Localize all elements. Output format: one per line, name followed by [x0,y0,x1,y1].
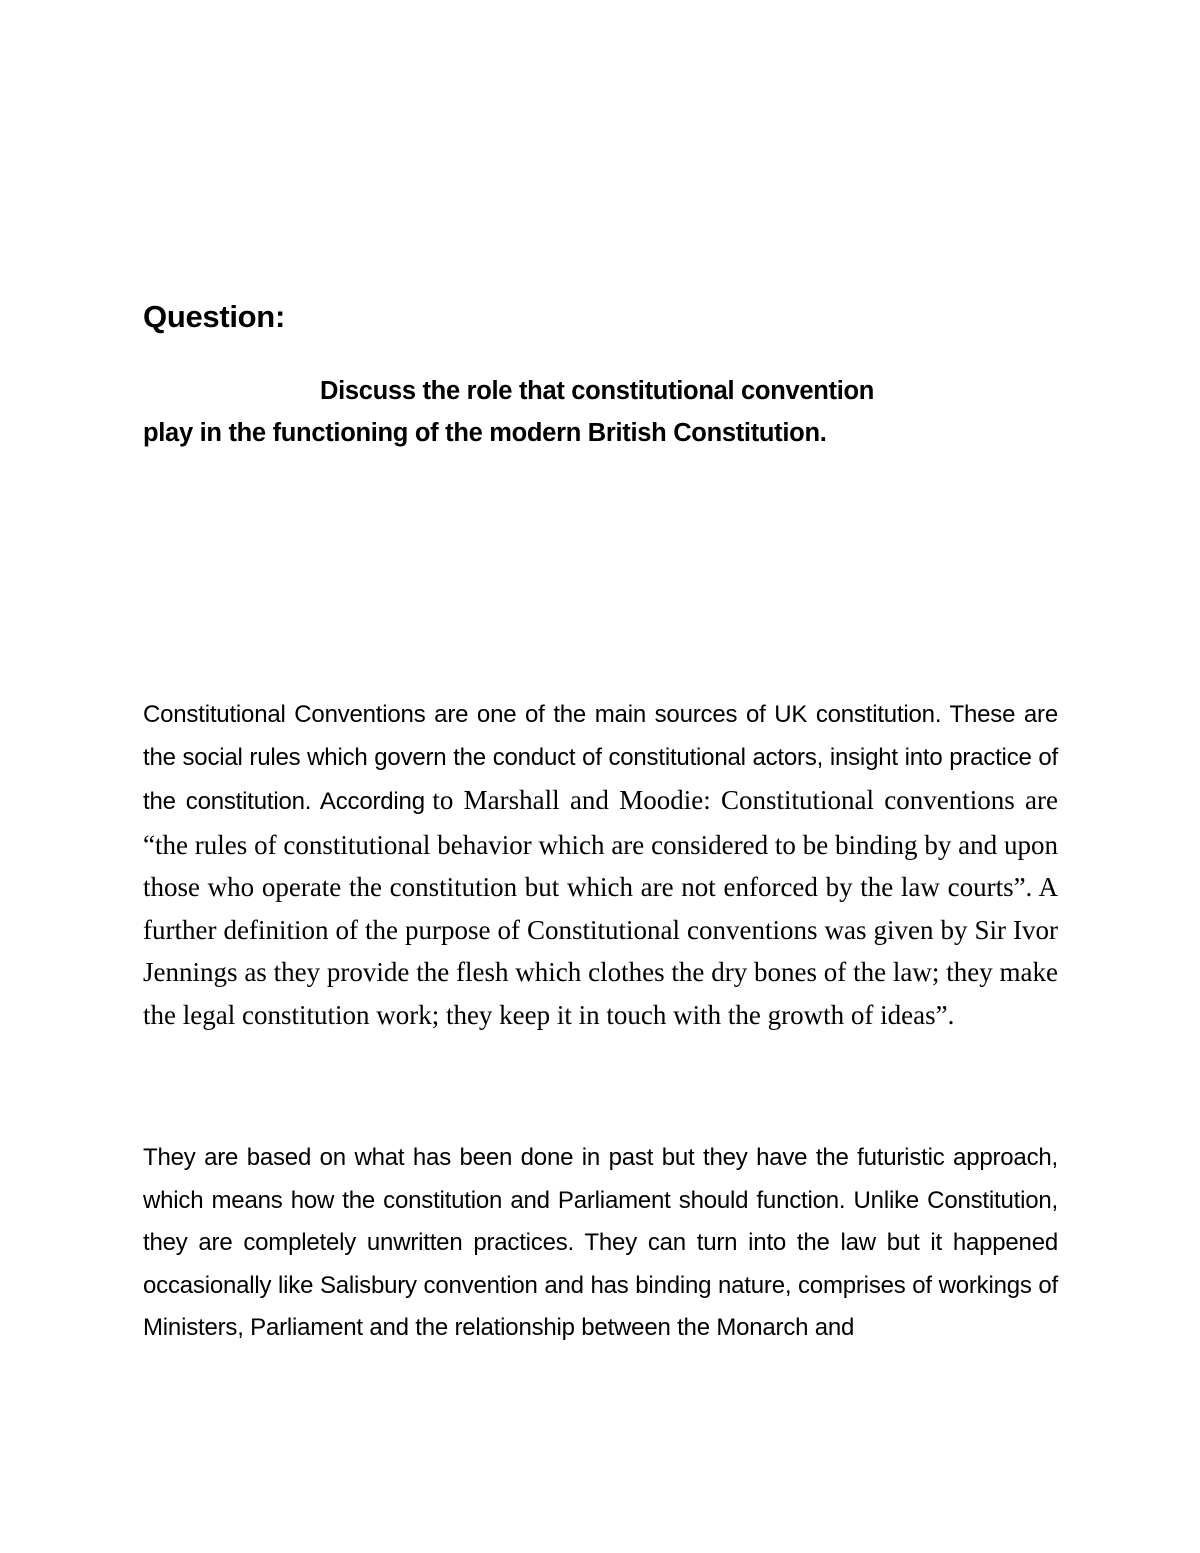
question-text [143,370,1058,454]
body-paragraph-2: They are based on what has been done in past but they have the futuristic approach, which means how the constitution and Parliament should function. Unlike Constitution, they are completely unwritten practices. They can turn into the law but it happened occasionally like Salisbury convention and has binding nature, comprises of workings of Ministers, Parliament and the relationship between the Monarch and [143,1144,1058,1341]
paragraph-1-sans-text: Constitutional Conventions are one of the main sources of UK constitution. These are the social rules which govern the conduct of constitutional actors, insight into practice of the constitution. According [143,701,1058,815]
paragraph-1-serif-text: to Marshall and Moodie: Constitutional conventions are “the rules of constitutional behavior which are considered to be binding by and upon those who operate the constitution but which are not enforced by the law courts”. A further definition of the purpose of Constitutional conventions was given by Sir Ivor Jennings as they provide the flesh which clothes the dry bones of the law; they make the legal constitution work; they keep it in touch with the growth of ideas”. [143,785,1059,1030]
question-line-1: Discuss the role that constitutional convention [320,377,875,405]
question-heading: Question: [143,299,285,334]
question-line-2: play in the functioning of the modern British Constitution. [143,419,827,447]
body-paragraph-1 [143,694,1058,1036]
